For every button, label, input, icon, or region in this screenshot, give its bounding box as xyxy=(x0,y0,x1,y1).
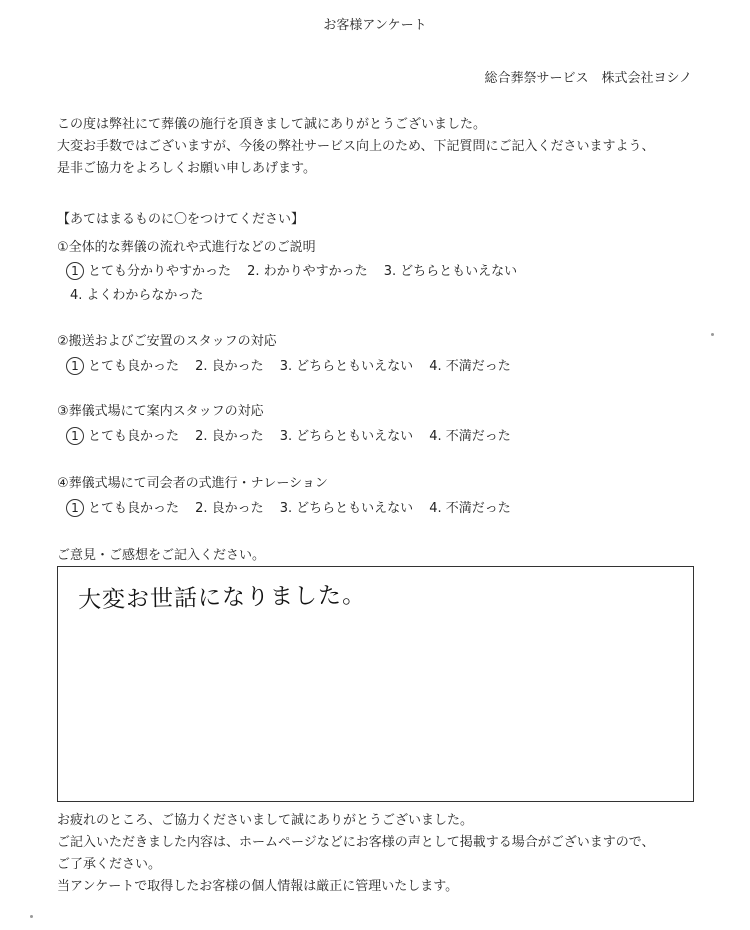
footer-line: お疲れのところ、ご協力くださいまして誠にありがとうございました。 xyxy=(57,813,474,828)
comment-label: ご意見・ご感想をご記入ください。 xyxy=(57,548,266,563)
intro-line: この度は弊社にて葬儀の施行を頂きまして誠にありがとうございました。 xyxy=(57,117,487,132)
footer-text xyxy=(57,810,654,898)
question-3-label: ③葬儀式場にて案内スタッフの対応 xyxy=(57,404,264,419)
selected-circle: 1 xyxy=(66,427,84,445)
option-4[interactable]: 4. 不満だった xyxy=(429,359,511,374)
footer-line: ご記入いただきました内容は、ホームページなどにお客様の声として掲載する場合がございますので、 xyxy=(57,835,655,850)
company-name: 総合葬祭サービス 株式会社ヨシノ xyxy=(484,71,692,86)
scan-speck xyxy=(711,333,714,336)
question-4-options xyxy=(66,497,523,517)
question-1-options xyxy=(66,260,529,280)
option-1[interactable]: 1 とても良かった xyxy=(66,497,179,517)
option-3[interactable]: 3. どちらともいえない xyxy=(279,429,414,444)
question-2-label: ②搬送およびご安置のスタッフの対応 xyxy=(57,334,277,349)
footer-line: 当アンケートで取得したお客様の個人情報は厳正に管理いたします。 xyxy=(57,879,459,894)
option-2[interactable]: 2. 良かった xyxy=(195,501,264,516)
option-4[interactable]: 4. 不満だった xyxy=(429,429,511,444)
option-1[interactable]: 1 とても良かった xyxy=(66,355,179,375)
question-2-options xyxy=(66,355,523,375)
footer-line: ご了承ください。 xyxy=(57,857,162,872)
intro-text xyxy=(57,114,654,180)
option-1[interactable]: 1 とても良かった xyxy=(66,425,179,445)
intro-line: 大変お手数ではございますが、今後の弊社サービス向上のため、下記質問にご記入くださいますよう、 xyxy=(57,139,655,154)
comment-box[interactable] xyxy=(57,566,694,802)
intro-line: 是非ご協力をよろしくお願い申しあげます。 xyxy=(57,161,316,176)
instruction-note: 【あてはまるものに〇をつけてください】 xyxy=(57,212,305,227)
option-3[interactable]: 3. どちらともいえない xyxy=(279,501,414,516)
option-1[interactable]: 1 とても分かりやすかった xyxy=(66,260,231,280)
handwritten-comment: 大変お世話になりました。 xyxy=(77,582,367,614)
option-2[interactable]: 2. わかりやすかった xyxy=(247,264,368,279)
question-3-options xyxy=(66,425,523,445)
selected-circle: 1 xyxy=(66,262,84,280)
option-4[interactable]: 4. よくわからなかった xyxy=(70,288,204,303)
option-2[interactable]: 2. 良かった xyxy=(195,429,264,444)
scan-speck xyxy=(30,915,33,918)
option-3[interactable]: 3. どちらともいえない xyxy=(279,359,414,374)
option-2[interactable]: 2. 良かった xyxy=(195,359,264,374)
option-3[interactable]: 3. どちらともいえない xyxy=(383,264,518,279)
selected-circle: 1 xyxy=(66,499,84,517)
selected-circle: 1 xyxy=(66,357,84,375)
option-4[interactable]: 4. 不満だった xyxy=(429,501,511,516)
question-1-label: ①全体的な葬儀の流れや式進行などのご説明 xyxy=(57,240,316,255)
question-4-label: ④葬儀式場にて司会者の式進行・ナレーション xyxy=(57,476,328,491)
question-1-options-row2 xyxy=(70,284,215,303)
survey-title: お客様アンケート xyxy=(323,18,427,33)
